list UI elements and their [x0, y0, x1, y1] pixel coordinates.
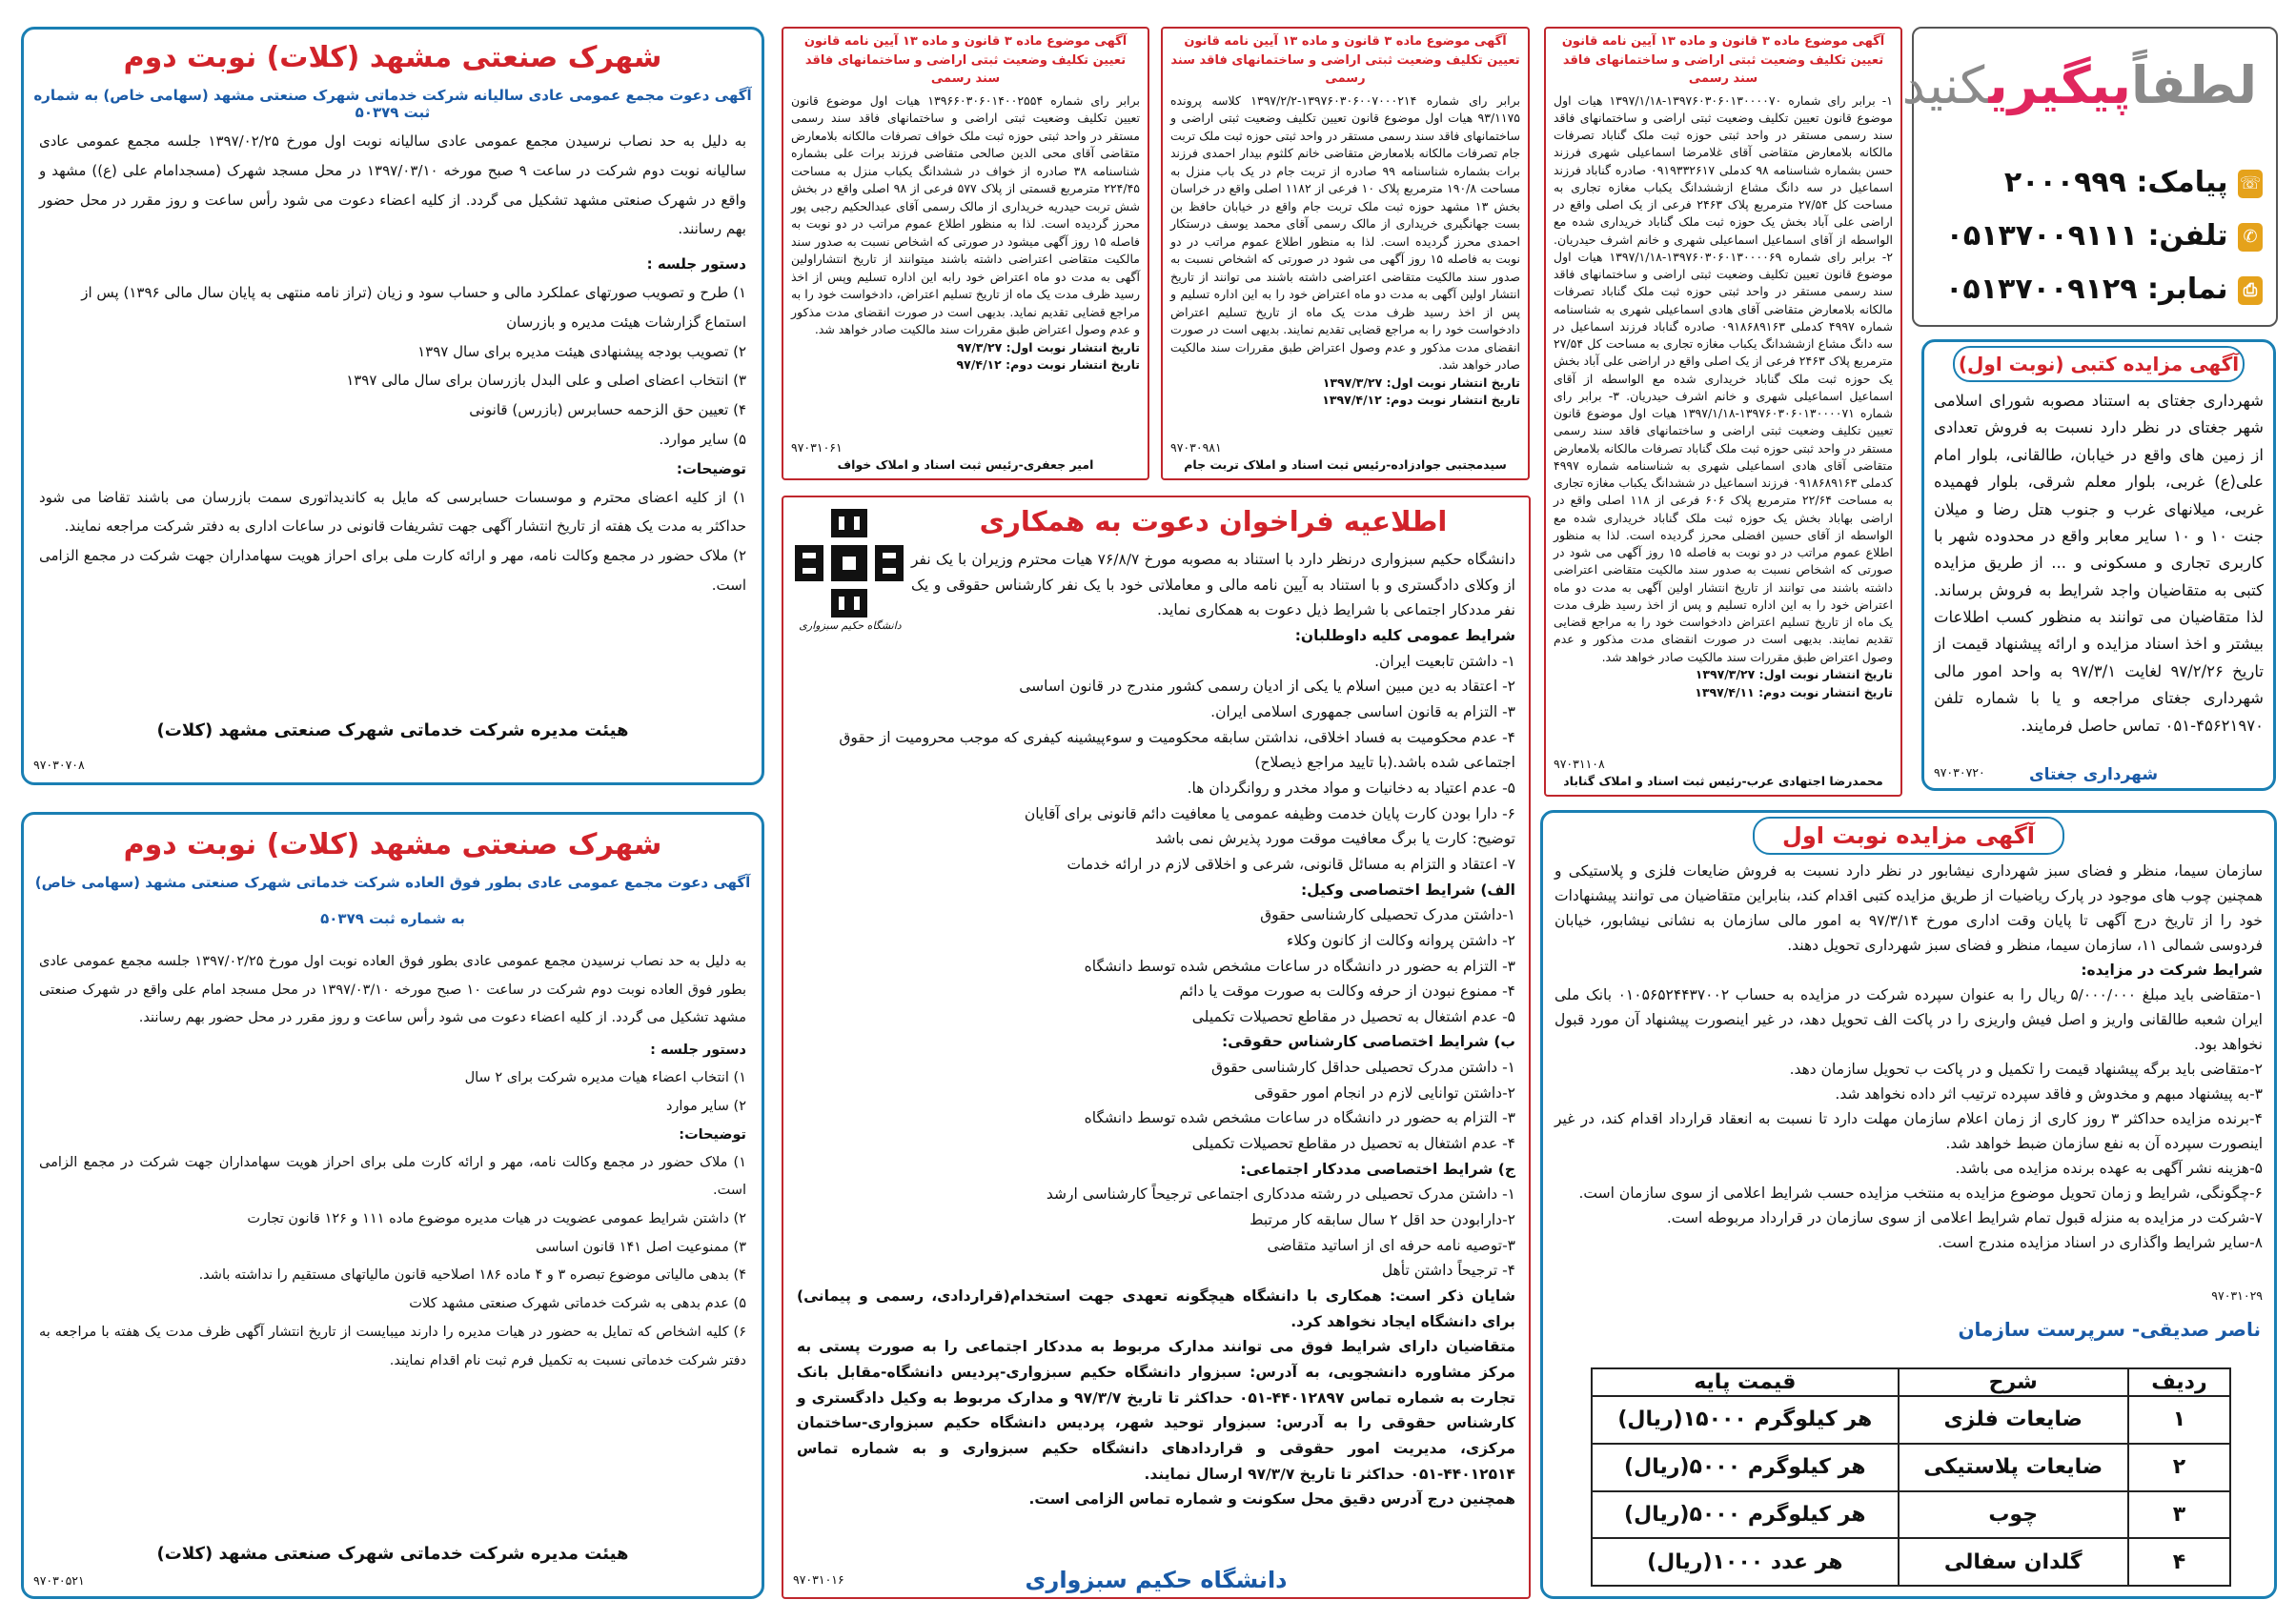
item-desc: چوب	[1899, 1491, 2128, 1539]
note-item: ۱) ملاک حضور در مجمع وکالت نامه، مهر و ارائه کارت ملی برای احراز هویت سهامداران جهت شرکت در مجمع الزامی است.	[39, 1154, 746, 1199]
auction-joghatai	[1921, 339, 2276, 791]
ad-code: ۹۷۰۳۰۵۲۱	[33, 1573, 85, 1589]
kalat1-signer: هیئت مدیره شرکت خدماتی شهرک صنعتی مشهد (کلات)	[156, 720, 629, 740]
legal-conditions	[797, 1055, 1515, 1157]
price-table-header	[1592, 1368, 2230, 1396]
condition-item: ۱-داشتن مدرک تحصیلی کارشناسی حقوق	[1260, 906, 1515, 924]
note-item: ۴) بدهی مالیاتی موضوع تبصره ۳ و ۴ ماده ۱۸۶ اصلاحیه قانون مالیاتهای مستقیم را نداشته باشد.	[198, 1267, 746, 1284]
ad-code: ۹۷۰۳۰۷۰۸	[33, 758, 85, 773]
kalat1-agenda	[39, 278, 746, 455]
agenda-item: ۴) تعیین حق الزحمه حسابرس (بازرس) قانونی	[469, 401, 746, 418]
condition-item: ۳- التزام به حضور در دانشگاه در ساعات مشخص شده توسط دانشگاه	[1084, 1109, 1515, 1127]
notice-date2: تاریخ انتشار نوبت دوم: ۱۳۹۷/۴/۱۲	[1322, 393, 1520, 408]
condition-item: ۳-توصیه نامه حرفه ای از اساتید متقاضی	[1267, 1236, 1515, 1254]
condition-item: ۱- داشتن مدرک تحصیلی حداقل کارشناسی حقوق	[1211, 1059, 1515, 1077]
kalat-notice-1	[21, 27, 764, 785]
notice-date2: تاریخ انتشار نوبت دوم: ۹۷/۴/۱۲	[956, 357, 1140, 373]
kalat2-subtitle: آگهی دعوت مجمع عمومی عادی بطور فوق العاده شرکت خدماتی شهرک صنعتی مشهد (سهامی خاص)	[34, 874, 751, 891]
note-item: ۲) داشتن شرایط عمومی عضویت در هیات مدیره موضوع ماده ۱۱۱ و ۱۲۶ قانون تجارت	[247, 1211, 746, 1227]
condition-item: ۲- داشتن پروانه وکالت از کانون وکلاء	[1287, 931, 1515, 949]
social-conditions	[797, 1182, 1515, 1284]
university-title: اطلاعیه فراخوان دعوت به همکاری	[979, 505, 1448, 537]
notice-date1: تاریخ انتشار نوبت اول: ۹۷/۳/۲۷	[956, 339, 1140, 354]
condition-item: ۲-دارابودن حد اقل ۲ سال سابقه کار مرتبط	[1250, 1211, 1515, 1229]
col-row: ردیف	[2128, 1368, 2230, 1396]
agenda-item: ۲) سایر موارد	[665, 1098, 746, 1114]
agenda-item: ۱) انتخاب اعضاء هیات مدیره شرکت برای ۲ سال	[464, 1070, 746, 1086]
kalat-notice-2	[21, 812, 764, 1599]
phone-row: ✆ تلفن: ۰۵۱۳۷۰۰۹۱۱۱	[1946, 219, 2263, 253]
condition-item: ۴- ترجیحاً داشتن تأهل	[1381, 1262, 1515, 1280]
auction-conditions	[1554, 982, 2263, 1255]
slogan: لطفاًپیگیریکنید	[1901, 55, 2257, 115]
condition-item: ۴- عدم محکومیت به فساد اخلاقی، نداشتن سابقه محکومیت و سوءپیشینه کیفری که موجب محرومیت از حقوق اجتماعی شده باشد.(با تایید مراجع ذیصلاح)	[839, 728, 1515, 772]
condition-item: ۵- عدم اشتغال به تحصیل در مقاطع تحصیلات تکمیلی	[1191, 1007, 1515, 1025]
base-price: هر کیلوگرم ۵۰۰۰(ریال)	[1592, 1491, 1899, 1539]
condition-item: ۷- اعتقاد و التزام به مسائل قانونی، شرعی و اخلاقی لازم در ارائه خدمات	[1067, 855, 1515, 873]
notice-header: آگهی موضوع ماده ۳ قانون و ماده ۱۳ آیین نامه قانون تعیین تکلیف وضعیت ثبتی اراضی و ساختمانهای فاقد سند رسمی	[1561, 34, 1885, 86]
kalat1-title: شهرک صنعتی مشهد (کلات) نوبت دوم	[123, 41, 662, 74]
condition-item: ۲- اعتقاد به دین مبین اسلام یا یکی از ادیان رسمی کشور مندرج در قانون اساسی	[1019, 678, 1515, 696]
note-item: ۲) ملاک حضور در مجمع وکالت نامه، مهر و ارائه کارت ملی برای احراز هویت سهامداران جهت شرکت در مجمع الزامی است.	[39, 547, 746, 594]
condition-item: ۸-سایر شرایط واگذاری در اسناد مزایده مندرج است.	[1938, 1234, 2263, 1252]
condition-item: ۱- داشتن مدرک تحصیلی در رشته مددکاری اجتماعی ترجیحاً کارشناسی ارشد	[1046, 1185, 1515, 1204]
col-price: قیمت پایه	[1592, 1368, 1899, 1396]
auction-joghatai-signer: شهرداری جغتای	[2029, 765, 2159, 784]
condition-item: ۶-چگونگی، شرایط و زمان تحویل موضوع مزایده به منتخب مزایده حسب شرایط اعلامی از سوی سازمان است.	[1578, 1185, 2263, 1203]
base-price: هر کیلوگرم ۱۵۰۰۰(ریال)	[1592, 1396, 1899, 1444]
notice-header: آگهی موضوع ماده ۳ قانون و ماده ۱۳ آیین نامه قانون تعیین تکلیف وضعیت ثبتی اراضی و ساختمانهای فاقد سند رسمی	[1170, 34, 1520, 86]
notice-body: ۱- برابر رای شماره ۱۳۹۷۶۰۳۰۶۰۱۳۰۰۰۰۷۰-۱۳۹۷/۱/۱۸ هیات اول موضوع قانون تعیین تکلیف وضعیت ثبتی اراضی و ساختمانهای فاقد سند رسمی مستقر در واحد ثبتی حوزه ثبت ملک گناباد تصرفات مالکانه بلامعارض متقاضی آقای غلامرضا اسماعیلی شهری فرزند حسن بشماره شناسنامه ۹۸ کدملی ۰۹۱۹۳۳۲۶۱۷ صادره گناباد فرزند اسماعیل در سه دانگ مشاع ازششدانگ یکباب مغازه تجاری به مساحت کل ۲۷/۵۴ مترمربع پلاک ۲۴۶۳ فرعی از یک اصلی واقع در اراضی علی آباد بخش یک حوزه ثبت ملک گناباد خریداری شده مع الواسطه از آقای اسماعیل اسماعیلی شهری و خانم اشرف حیدریان. ۲- برابر رای شماره ۱۳۹۷۶۰۳۰۶۰۱۳۰۰۰۰۶۹-۱۳۹۷/۱/۱۸ هیات اول موضوع قانون تعیین تکلیف وضعیت ثبتی اراضی و ساختمانهای فاقد سند رسمی مستقر در واحد ثبتی حوزه ثبت ملک گناباد تصرفات مالکانه بلامعارض متقاضی آقای هادی اسماعیلی شهری به شناسنامه شماره ۴۹۹۷ کدملی ۰۹۱۸۶۸۹۱۶۳ صادره گناباد فرزند اسماعیل در سه دانگ مشاع ازششدانگ یکباب مغازه تجاری به مساحت کل ۲۷/۵۴ مترمربع پلاک ۲۴۶۳ فرعی از یک اصلی واقع در اراضی علی آباد بخش یک حوزه ثبت ملک گناباد خریداری شده مع الواسطه از آقای اسماعیل اسماعیلی شهری و خانم اشرف حیدریان. ۳- برابر رای شماره ۱۳۹۷۶۰۳۰۶۰۱۳۰۰۰۰۷۱-۱۳۹۷/۱/۱۸ هیات اول موضوع قانون تعیین تکلیف وضعیت ثبتی اراضی و ساختمانهای فاقد سند رسمی مستقر در واحد ثبتی حوزه ثبت ملک گناباد تصرفات مالکانه بلامعارض متقاضی آقای هادی اسماعیلی شهری به شناسنامه شماره ۴۹۹۷ کدملی ۰۹۱۸۶۸۹۱۶۳ فرزند اسماعیل در ششدانگ یکباب مغازه تجاری به مساحت ۲۲/۶۴ مترمربع پلاک ۶۰۶ فرعی از ۱۱۸ اصلی واقع در اراضی بهاباد بخش یک حوزه ثبت ملک گناباد خریداری شده مع الواسطه از آقای حسین افضلی محرز گردیده است. لذا به منظور اطلاع عموم مراتب در دو نوبت به فاصله ۱۵ روز آگهی می شود در صورتی که اشخاص نسبت به صدور سند مالکیت متقاضی اعتراضی داشته باشند می توانند از تاریخ انتشار اولین آگهی به مدت دو ماه اعتراض خود را به این اداره تسلیم و پس از اخذ رسید ظرف مدت یک ماه از تاریخ تسلیم اعتراض دادخواست خود را به مراجع قضایی تقدیم نمایند. بدیهی است در صورت انقضای مدت مذکور و عدم وصول اعتراض طبق مقررات سند مالکیت صادر خواهد شد.	[1554, 92, 1894, 664]
auction-neyshabur	[1540, 810, 2277, 1599]
note-item: ۶) کلیه اشخاص که تمایل به حضور در هیات مدیره را دارند میبایست از تاریخ انتشار آگهی ظرف مدت یک هفته با مراجعه به دفتر شرکت خدماتی نسبت به تکمیل فرم ثبت نام اقدام نمایند.	[39, 1324, 746, 1368]
contact-box	[1901, 27, 2278, 327]
notice-date1: تاریخ انتشار نوبت اول: ۱۳۹۷/۳/۲۷	[1695, 666, 1893, 681]
university-call	[782, 496, 1531, 1599]
item-desc: ضایعات فلزی	[1899, 1396, 2128, 1444]
col-desc: شرح	[1899, 1368, 2128, 1396]
price-table-row	[1592, 1491, 2230, 1539]
notice-body: برابر رای شماره ۱۳۹۷۶۰۳۰۶۰۰۷۰۰۰۲۱۴-۱۳۹۷/۲/۲ کلاسه پرونده ۹۳/۱۱۷۵ هیات اول موضوع قانون تعیین تکلیف وضعیت ثبتی اراضی و ساختمانهای فاقد سند رسمی مستقر در واحد ثبتی حوزه ثبت ملک تربت جام تصرفات مالکانه بلامعارض متقاضی خانم کلثوم بیدار احمدی فرزند برات بشماره شناسنامه ۹۹ صادره از تربت جام در یک باب منزل به مساحت ۱۹۰/۸ مترمربع پلاک ۱۰ فرعی از ۱۱۸۲ اصلی واقع در خراسان بخش ۱۳ مشهد حوزه ثبت ملک تربت جام واقع در خیابان حافظ بن بست جهانگیری خریداری از مالک رسمی آقای محمد یوسف درستکار احمدی محرز گردیده است. لذا به منظور اطلاع عموم مراتب در دو نوبت به فاصله ۱۵ روز آگهی می شود در صورتی که اشخاص نسبت به صدور سند مالکیت متقاضی اعتراضی داشته باشند می توانند از تاریخ انتشار اولین آگهی به مدت دو ماه اعتراض خود را به این اداره تسلیم و پس از اخذ رسید ظرف مدت یک ماه از تاریخ تسلیم اعتراض دادخواست خود را به مراجع قضایی تقدیم نمایند. بدیهی است در صورت انقضای مدت مذکور و عدم وصول اعتراض طبق مقررات سند مالکیت صادر خواهد شد.	[1170, 92, 1521, 372]
agenda-item: ۲) تصویب بودجه پیشنهادی هیئت مدیره برای سال ۱۳۹۷	[417, 342, 746, 360]
kalat2-notes	[39, 1149, 746, 1376]
condition-item: ۴- عدم اشتغال به تحصیل در مقاطع تحصیلات تکمیلی	[1191, 1135, 1515, 1153]
kalat2-agenda	[39, 1064, 746, 1121]
auction-neyshabur-body: سازمان سیما، منظر و فضای سبز شهرداری نیشابور در نظر دارد نسبت به فروش ضایعات فلزی و پلاستیکی و همچنین چوب های موجود در پارک ریاضیات از طریق مزایده کتبی اقدام کند، بنابراین متقاضیان می توانند پیشنهادات خود را از تاریخ درج آگهی تا پایان وقت اداری مورخ ۹۷/۳/۱۴ به امور مالی سازمان به نشانی نیشابور، خیابان فردوسی شمالی ۱۱، سازمان سیما، منظر و فضای سبز شهرداری تحویل دهند. شرایط شرکت در مزایده: ۱-متقاضی باید مبلغ ۵/۰۰۰/۰۰۰ ریال را به عنوان سپرده شرکت در مزایده به حساب ۰۱۰۵۶۵۲۴۴۳۷۰۰۲ بانک ملی ایران شعبه طالقانی واریز و اصل فیش واریزی را در پاکت الف تحویل دهد، در غیر اینصورت پیشنهاد آن مورد قبول نخواهد بود. ۲-متقاضی باید برگه پیشنهاد قیمت را تکمیل و در پاکت ب تحویل سازمان دهد. ۳-به پیشنهاد مبهم و مخدوش و فاقد سپرده ترتیب اثر داده نخواهد شد. ۴-برنده مزایده حداکثر ۳ روز کاری از زمان اعلام سازمان مهلت دارد تا نسبت به انعقاد قرارداد اقدام کند، در غیر اینصورت سپرده آن به نفع سازمان ضبط خواهد شد. ۵-هزینه نشر آگهی به عهده برنده مزایده می باشد. ۶-چگونگی، شرایط و زمان تحویل موضوع مزایده به منتخب مزایده حسب شرایط اعلامی از سوی سازمان است. ۷-شرکت در مزایده به منزله قبول تمام شرایط اعلامی از سوی سازمان در قرارداد مربوطه است. ۸-سایر شرایط واگذاری در اسناد مزایده مندرج است.	[1554, 859, 2263, 1256]
agenda-item: ۱) طرح و تصویب صورتهای عملکرد مالی و حساب سود و زیان (تراز نامه منتهی به پایان سال مالی ۱۳۹۶) پس از استماع گزارشات هیئت مدیره و بازرسان	[81, 284, 746, 331]
row-number: ۳	[2128, 1491, 2230, 1539]
condition-item: ۳- التزام به حضور در دانشگاه در ساعات مشخص شده توسط دانشگاه	[1084, 957, 1515, 975]
condition-item: ۳- التزام به قانون اساسی جمهوری اسلامی ایران.	[1210, 702, 1515, 720]
item-desc: گلدان سفالی	[1899, 1538, 2128, 1586]
agenda-item: ۳) انتخاب اعضای اصلی و علی البدل بازرسان برای سال مالی ۱۳۹۷	[346, 372, 746, 390]
kalat1-subtitle: آگهی دعوت مجمع عمومی عادی سالیانه شرکت خدماتی شهرک صنعتی مشهد (سهامی خاص) به شماره ثبت ۵۰۳۷۹	[33, 87, 752, 121]
university-body: دانشگاه حکیم سبزواری درنظر دارد با استناد به مصوبه مورخ ۷۶/۸/۷ هیات محترم وزیران با یک نفر از وکلای دادگستری و با استناد به آیین نامه مالی و معاملاتی خود با یک نفر کارشناس حقوقی و یک نفر مددکار اجتماعی با شرایط ذیل دعوت به همکاری نماید. شرایط عمومی کلیه داوطلبان: ۱- داشتن تابعیت ایران. ۲- اعتقاد به دین مبین اسلام یا یکی از ادیان رسمی کشور مندرج در قانون اساسی ۳- التزام به قانون اساسی جمهوری اسلامی ایران. ۴- عدم محکومیت به فساد اخلاقی، نداشتن سابقه محکومیت و سوءپیشینه کیفری که موجب محرومیت از حقوق اجتماعی شده باشد.(با تایید مراجع ذیصلاح) ۵- عدم اعتیاد به دخانیات و مواد مخدر و روانگردان ها. ۶- دارا بودن کارت پایان خدمت وظیفه عمومی یا معافیت دائم قانونی برای آقایان توضیح: کارت یا برگ معافیت موقت مورد پذیرش نمی باشد ۷- اعتقاد و التزام به مسائل قانونی، شرعی و اخلاقی لازم در ارائه خدمات الف) شرایط اختصاصی وکیل: ۱-داشتن مدرک تحصیلی کارشناسی حقوق ۲- داشتن پروانه وکالت از کانون وکلاء ۳- التزام به حضور در دانشگاه در ساعات مشخص شده توسط دانشگاه ۴- ممنوع نبودن از حرفه وکالت به صورت موقت یا دائم ۵- عدم اشتغال به تحصیل در مقاطع تحصیلات تکمیلی ب) شرایط اختصاصی کارشناس حقوقی: ۱- داشتن مدرک تحصیلی حداقل کارشناسی حقوق ۲-داشتن توانایی لازم در انجام امور حقوقی ۳- التزام به حضور در دانشگاه در ساعات مشخص شده توسط دانشگاه ۴- عدم اشتغال به تحصیل در مقاطع تحصیلات تکمیلی ج) شرایط اختصاصی مددکار اجتماعی: ۱- داشتن مدرک تحصیلی در رشته مددکاری اجتماعی ترجیحاً کارشناسی ارشد ۲-دارابودن حد اقل ۲ سال سابقه کار مرتبط ۳-توصیه نامه حرفه ای از اساتید متقاضی ۴- ترجیحاً داشتن تأهل شایان ذکر است: همکاری با دانشگاه هیچگونه تعهدی جهت استخدام(قراردادی، رسمی و پیمانی) برای دانشگاه ایجاد نخواهد کرد. متقاضیان دارای شرایط فوق می توانند مدارک مربوط به مددکار اجتماعی را به صورت پستی به مرکز مشاوره دانشجویی، به آدرس: سبزوار دانشگاه حکیم سبزواری-پردیس دانشگاه-مقابل بانک تجارت به شماره تماس ۴۴۰۱۲۸۹۷-۰۵۱ حداکثر تا تاریخ ۹۷/۳/۷ و مدارک مربوط به وکیل دادگستری و کارشناس حقوقی را به آدرس: سبزوار توحید شهر، پردیس دانشگاه حکیم سبزواری-ساختمان مرکزی، مدیریت امور حقوقی و قراردادهای دانشگاه حکیم سبزواری و به شماره تماس ۴۴۰۱۲۵۱۴-۰۵۱ حداکثر تا تاریخ ۹۷/۳/۷ ارسال نمایند. همچنین درج آدرس دقیق محل سکونت و شماره تماس الزامی است.	[797, 551, 1515, 1509]
notice-signer: سیدمجتبی جوادزاده-رئیس ثبت اسناد و املاک تربت جام	[1184, 457, 1507, 473]
kalat2-body: به دلیل به حد نصاب نرسیدن مجمع عمومی عادی بطور فوق العاده نوبت اول مورخ ۱۳۹۷/۰۲/۲۵ جلسه مجمع عمومی عادی بطور فوق العاده نوبت دوم شرکت در ساعت ۱۰ صبح مورخه ۱۳۹۷/۰۳/۱۰ در محل مسجد امام علی واقع در شهرک صنعتی مشهد تشکیل می گردد. از کلیه اعضاء دعوت می شود رأس ساعت و روز مقرر در محل حضور بهم رسانند. دستور جلسه : ۱) انتخاب اعضاء هیات مدیره شرکت برای ۲ سال ۲) سایر موارد توضیحات: ۱) ملاک حضور در مجمع وکالت نامه، مهر و ارائه کارت ملی برای احراز هویت سهامداران جهت شرکت در مجمع الزامی است. ۲) داشتن شرایط عمومی عضویت در هیات مدیره موضوع ماده ۱۱۱ و ۱۲۶ قانون تجارت ۳) ممنوعیت اصل ۱۴۱ قانون اساسی ۴) بدهی مالیاتی موضوع تبصره ۳ و ۴ ماده ۱۸۶ اصلاحیه قانون مالیاتهای مستقیم را نداشته باشد. ۵) عدم بدهی به شرکت خدماتی شهرک صنعتی مشهد کلات ۶) کلیه اشخاص که تمایل به حضور در هیات مدیره را دارند میبایست از تاریخ انتشار آگهی ظرف مدت یک هفته با مراجعه به دفتر شرکت خدماتی نسبت به تکمیل فرم ثبت نام اقدام نمایند.	[39, 948, 746, 1375]
ad-code: ۹۷۰۳۱۰۶۱	[791, 440, 843, 456]
notice-signer: امیر جعفری-رئیس ثبت اسناد و املاک خواف	[837, 457, 1094, 473]
ad-code: ۹۷۰۳۰۷۲۰	[1934, 765, 1985, 780]
kalat2-signer: هیئت مدیره شرکت خدماتی شهرک صنعتی مشهد (کلات)	[156, 1544, 629, 1564]
fax-row: ⎙ نمابر: ۰۵۱۳۷۰۰۹۱۲۹	[1945, 273, 2263, 306]
kalat1-body: به دلیل به حد نصاب نرسیدن مجمع عمومی عادی سالیانه نوبت اول مورخ ۱۳۹۷/۰۲/۲۵ جلسه مجمع عمومی عادی سالیانه نوبت دوم شرکت در ساعت ۹ صبح مورخه ۱۳۹۷/۰۳/۱۰ در محل مسجد شهرک (مسجدامام علی (ع)) مشهد و واقع در شهرک صنعتی مشهد تشکیل می گردد. از کلیه اعضاء دعوت می شود رأس ساعت و روز مقرر در محل حضور بهم رسانند. دستور جلسه : ۱) طرح و تصویب صورتهای عملکرد مالی و حساب سود و زیان (تراز نامه منتهی به پایان سال مالی ۱۳۹۶) پس از استماع گزارشات هیئت مدیره و بازرسان ۲) تصویب بودجه پیشنهادی هیئت مدیره برای سال ۱۳۹۷ ۳) انتخاب اعضای اصلی و علی البدل بازرسان برای سال مالی ۱۳۹۷ ۴) تعیین حق الزحمه حسابرس (بازرس) قانونی ۵) سایر موارد. توضیحات: ۱) از کلیه اعضای محترم و موسسات حسابرسی که مایل به کاندیداتوری سمت بازرسان می باشند تقاضا می شود حداکثر به مدت یک هفته از تاریخ انتشار آگهی جهت تشریفات قانونی در ساعات اداری به دفتر شرکت مراجعه نمایند. ۲) ملاک حضور در مجمع وکالت نامه، مهر و ارائه کارت ملی برای احراز هویت سهامداران جهت شرکت در مجمع الزامی است.	[39, 127, 746, 600]
price-table-row	[1592, 1396, 2230, 1444]
kalat2-subtitle2: به شماره ثبت ۵۰۳۷۹	[320, 910, 465, 927]
base-price: هر کیلوگرم ۵۰۰۰(ریال)	[1592, 1444, 1899, 1491]
ad-code: ۹۷۰۳۱۰۱۶	[793, 1572, 844, 1588]
condition-item: ۵-هزینه نشر آگهی به عهده برنده مزایده می باشد.	[1955, 1160, 2263, 1178]
note-item: ۱) از کلیه اعضای محترم و موسسات حسابرسی که مایل به کاندیداتوری سمت بازرسان می باشند تقاضا می شود حداکثر به مدت یک هفته از تاریخ انتشار آگهی جهت تشریفات قانونی در ساعات اداری به دفتر شرکت مراجعه نمایند.	[39, 488, 746, 536]
condition-item: ۳-به پیشنهاد مبهم و مخدوش و فاقد سپرده ترتیب اثر داده نخواهد شد.	[1835, 1085, 2263, 1104]
registry-notice-gonabad	[1544, 27, 1902, 797]
condition-item: ۲-متقاضی باید برگه پیشنهاد قیمت را تکمیل و در پاکت ب تحویل سازمان دهد.	[1789, 1061, 2263, 1079]
general-conditions	[797, 649, 1515, 878]
university-signer: دانشگاه حکیم سبزواری	[1025, 1567, 1288, 1593]
condition-item: ۲-داشتن توانایی لازم در انجام امور حقوقی	[1253, 1083, 1515, 1102]
notice-date2: تاریخ انتشار نوبت دوم: ۱۳۹۷/۴/۱۱	[1695, 684, 1893, 699]
note-item: ۳) ممنوعیت اصل ۱۴۱ قانون اساسی	[536, 1239, 746, 1255]
phone-icon: ☏	[2238, 170, 2263, 198]
agenda-item: ۵) سایر موارد.	[659, 430, 746, 448]
base-price: هر عدد ۱۰۰۰(ریال)	[1592, 1538, 1899, 1586]
condition-item: ۷-شرکت در مزایده به منزله قبول تمام شرایط اعلامی از سوی سازمان در قرارداد مربوطه است.	[1666, 1209, 2263, 1227]
price-table	[1591, 1367, 2231, 1587]
ad-code: ۹۷۰۳۱۰۲۹	[2211, 1288, 2263, 1303]
kalat2-title: شهرک صنعتی مشهد (کلات) نوبت دوم	[123, 828, 662, 861]
condition-item: ۴-برنده مزایده حداکثر ۳ روز کاری از زمان اعلام سازمان مهلت دارد تا نسبت به انعقاد قرارداد اقدام کند، در غیر اینصورت سپرده آن به نفع سازمان ضبط خواهد شد.	[1554, 1110, 2263, 1153]
price-table-row	[1592, 1444, 2230, 1491]
condition-item: ۱-متقاضی باید مبلغ ۵/۰۰۰/۰۰۰ ریال را به عنوان سپرده شرکت در مزایده به حساب ۰۱۰۵۶۵۲۴۴۳۷۰۰۲ بانک ملی ایران شعبه طالقانی واریز و اصل فیش واریزی را در پاکت الف تحویل دهد، در غیر اینصورت پیشنهاد آن مورد قبول نخواهد بود.	[1554, 986, 2263, 1054]
condition-item: ۱- داشتن تابعیت ایران.	[1374, 652, 1515, 670]
kalat1-notes	[39, 483, 746, 600]
university-logo-text: دانشگاه حکیم سبزواری	[799, 619, 902, 632]
fax-icon: ⎙	[2238, 276, 2263, 305]
phone-icon: ✆	[2238, 223, 2263, 252]
note-item: ۵) عدم بدهی به شرکت خدماتی شهرک صنعتی مشهد کلات	[409, 1296, 746, 1312]
condition-item: توضیح: کارت یا برگ معافیت موقت مورد پذیرش نمی باشد	[1155, 830, 1515, 848]
condition-item: ۴- ممنوع نبودن از حرفه وکالت به صورت موقت یا دائم	[1179, 982, 1515, 1001]
row-number: ۱	[2128, 1396, 2230, 1444]
condition-item: ۶- دارا بودن کارت پایان خدمت وظیفه عمومی یا معافیت دائم قانونی برای آقایان	[1024, 804, 1515, 822]
item-desc: ضایعات پلاستیکی	[1899, 1444, 2128, 1491]
row-number: ۴	[2128, 1538, 2230, 1586]
notice-header: آگهی موضوع ماده ۳ قانون و ماده ۱۳ آیین نامه قانون تعیین تکلیف وضعیت ثبتی اراضی و ساختمانهای فاقد سند رسمی	[803, 34, 1128, 86]
auction-joghatai-title: آگهی مزایده کتبی (نوبت اول)	[1953, 346, 2245, 382]
registry-notice-khaf	[782, 27, 1149, 480]
notice-signer: محمدرضا اجتهادی عرب-رئیس ثبت اسناد و املاک گناباد	[1563, 774, 1883, 789]
auction-neyshabur-title: آگهی مزایده نوبت اول	[1753, 817, 2064, 855]
notice-body: برابر رای شماره ۱۳۹۶۶۰۳۰۶۰۱۴۰۰۲۵۵۴ هیات اول موضوع قانون تعیین تکلیف وضعیت ثبتی اراضی و ساختمانهای فاقد سند رسمی مستقر در واحد ثبتی حوزه ثبت ملک خواف تصرفات مالکانه بلامعارض متقاضی آقای محی الدین صالحی متقاضی فرزند برات علی بشماره شناسنامه ۳۸ صادره از خواف در ششدانگ یکباب منزل به مساحت ۲۲۴/۴۵ مترمربع قسمتی از پلاک ۵۷۷ فرعی از ۹۸ اصلی واقع در بخش شش تربت حیدریه خریداری از مالک رسمی آقای عبدالحکیم رجبی پور محرز گردیده است. لذا به منظور اطلاع عموم مراتب در دو نوبت به فاصله ۱۵ روز آگهی میشود در صورتی که اشخاص نسبت به صدور سند مالکیت متقاضی اعتراضی داشته باشند میتوانند از تاریخ انتشاراولین آگهی به مدت دو ماه اعتراض خود رابه این اداره تسلیم وپس از اخذ رسید ظرف مدت یک ماه از تاریخ تسلیم اعتراض، دادخواست خود را به مراجع قضایی تقدیم نماید. بدیهی است در صورت انقضای مدت مذکور و عدم وصول اعتراض طبق مقررات سند مالکیت صادر خواهد شد.	[791, 92, 1140, 336]
notice-date1: تاریخ انتشار نوبت اول: ۱۳۹۷/۳/۲۷	[1322, 375, 1520, 390]
lawyer-conditions	[797, 902, 1515, 1029]
sms-row: ☏ پیامک: ۲۰۰۰۹۹۹	[2003, 166, 2262, 199]
auction-joghatai-body: شهرداری جغتای به استناد مصوبه شورای اسلامی شهر جغتای در نظر دارد نسبت به فروش تعدادی از زمین های واقع در خیابان، طالقانی، بلوار امام علی(ع) غربی، بلوار معلم شرقی، بلوار فهمیده غربی، میلانهای غرب و جنوب هتل رضا و میلان جنت ۱۰ و ۱۰ سایر معابر واقع در محدوده شهر با کاربری تجاری و مسکونی و ... از طریق مزایده کتبی به متقاضیان واجد شرایط به فروش برساند. لذا متقاضیان می توانند به منظور کسب اطلاعات بیشتر و اخذ اسناد مزایده و ارائه پیشنهاد قیمت از تاریخ ۹۷/۲/۲۶ لغایت ۹۷/۳/۱ به واحد امور مالی شهرداری جغتای مراجعه و یا با شماره تلفن ۴۵۶۲۱۹۷۰-۰۵۱ تماس حاصل فرمایند.	[1934, 392, 2264, 735]
row-number: ۲	[2128, 1444, 2230, 1491]
ad-code: ۹۷۰۳۰۹۸۱	[1170, 440, 1222, 456]
registry-notice-torbat	[1161, 27, 1530, 480]
ad-code: ۹۷۰۳۱۱۰۸	[1554, 757, 1605, 772]
condition-item: ۵- عدم اعتیاد به دخانیات و مواد مخدر و روانگردان ها.	[1187, 779, 1515, 797]
auction-neyshabur-signer: ناصر صدیقی- سرپرست سازمان	[1958, 1318, 2261, 1341]
price-table-row	[1592, 1538, 2230, 1586]
